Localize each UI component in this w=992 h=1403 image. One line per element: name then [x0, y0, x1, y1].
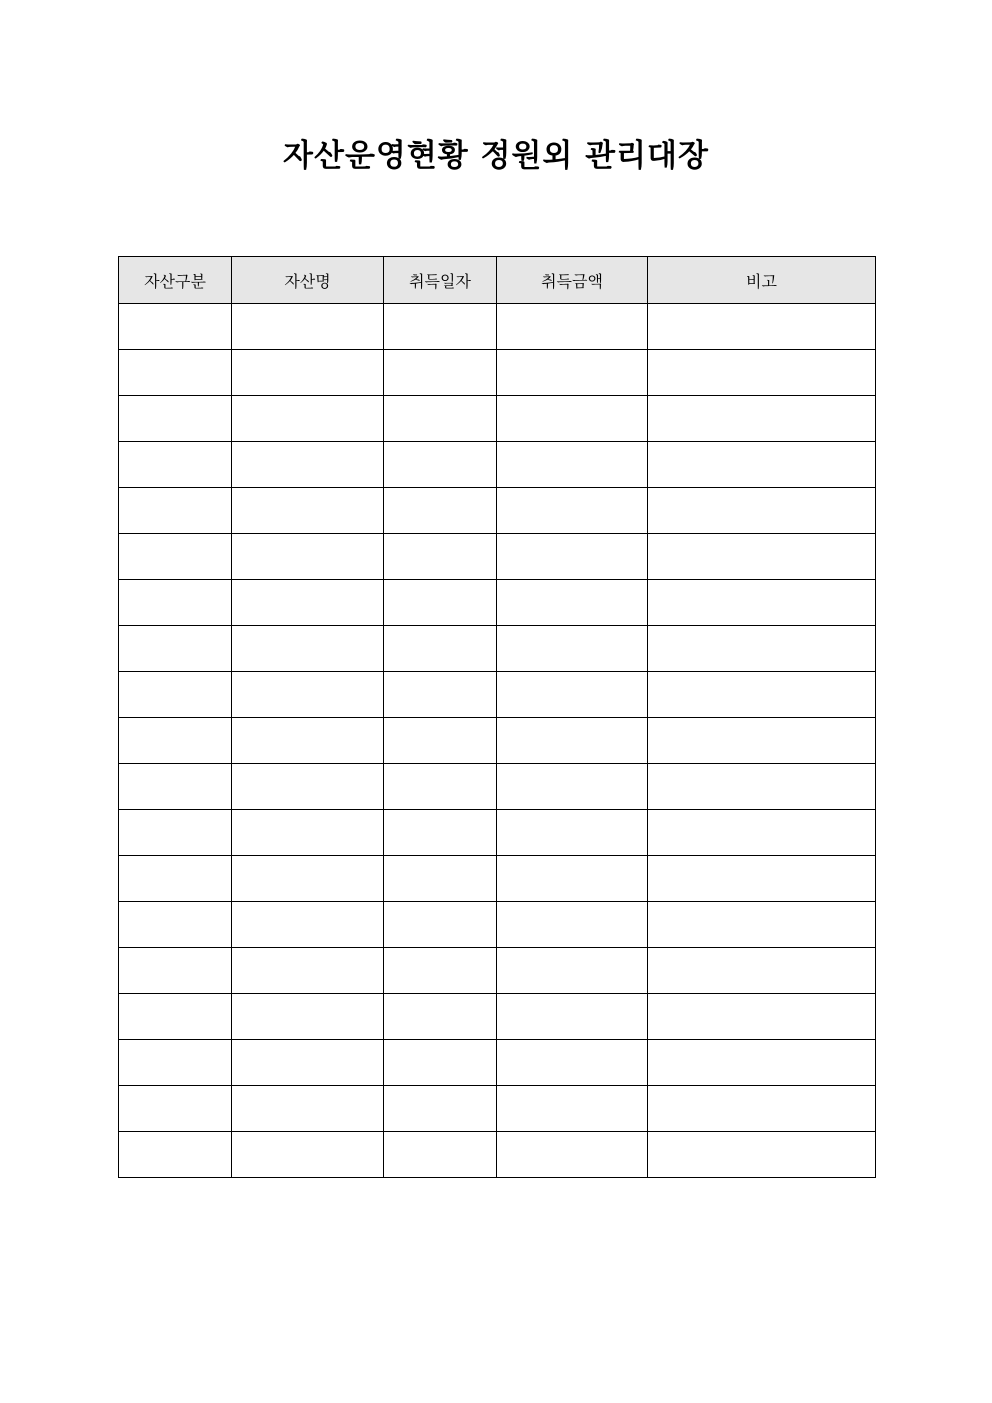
- cell-remarks[interactable]: [648, 1086, 876, 1132]
- table-row: [119, 902, 876, 948]
- cell-asset-category[interactable]: [119, 396, 232, 442]
- cell-asset-name[interactable]: [232, 534, 384, 580]
- page-title: 자산운영현황 정원외 관리대장: [283, 138, 709, 174]
- cell-asset-category[interactable]: [119, 580, 232, 626]
- cell-acquisition-amount[interactable]: [497, 488, 648, 534]
- cell-asset-name[interactable]: [232, 810, 384, 856]
- cell-remarks[interactable]: [648, 856, 876, 902]
- cell-acquisition-date[interactable]: [384, 350, 497, 396]
- cell-asset-name[interactable]: [232, 396, 384, 442]
- cell-remarks[interactable]: [648, 626, 876, 672]
- cell-acquisition-amount[interactable]: [497, 1040, 648, 1086]
- cell-acquisition-amount[interactable]: [497, 304, 648, 350]
- table-row: [119, 580, 876, 626]
- cell-remarks[interactable]: [648, 810, 876, 856]
- column-header-asset-category: 자산구분: [119, 257, 232, 304]
- cell-asset-name[interactable]: [232, 488, 384, 534]
- cell-acquisition-date[interactable]: [384, 810, 497, 856]
- cell-acquisition-amount[interactable]: [497, 442, 648, 488]
- column-header-remarks: 비고: [648, 257, 876, 304]
- cell-acquisition-date[interactable]: [384, 626, 497, 672]
- cell-asset-category[interactable]: [119, 488, 232, 534]
- cell-acquisition-date[interactable]: [384, 1040, 497, 1086]
- cell-remarks[interactable]: [648, 764, 876, 810]
- cell-acquisition-date[interactable]: [384, 304, 497, 350]
- table-row: [119, 1040, 876, 1086]
- cell-asset-name[interactable]: [232, 902, 384, 948]
- table-row: [119, 1132, 876, 1178]
- cell-acquisition-amount[interactable]: [497, 350, 648, 396]
- cell-asset-name[interactable]: [232, 626, 384, 672]
- cell-remarks[interactable]: [648, 1132, 876, 1178]
- cell-asset-category[interactable]: [119, 856, 232, 902]
- table-row: [119, 994, 876, 1040]
- cell-asset-name[interactable]: [232, 1040, 384, 1086]
- cell-acquisition-date[interactable]: [384, 488, 497, 534]
- cell-asset-category[interactable]: [119, 672, 232, 718]
- cell-asset-category[interactable]: [119, 442, 232, 488]
- cell-remarks[interactable]: [648, 1040, 876, 1086]
- cell-acquisition-amount[interactable]: [497, 1086, 648, 1132]
- table-row: [119, 672, 876, 718]
- cell-remarks[interactable]: [648, 350, 876, 396]
- cell-acquisition-amount[interactable]: [497, 1132, 648, 1178]
- cell-remarks[interactable]: [648, 488, 876, 534]
- table-row: [119, 856, 876, 902]
- cell-asset-name[interactable]: [232, 672, 384, 718]
- cell-asset-category[interactable]: [119, 350, 232, 396]
- table-row: [119, 396, 876, 442]
- cell-remarks[interactable]: [648, 948, 876, 994]
- cell-acquisition-date[interactable]: [384, 1132, 497, 1178]
- cell-acquisition-amount[interactable]: [497, 580, 648, 626]
- cell-acquisition-amount[interactable]: [497, 672, 648, 718]
- cell-acquisition-amount[interactable]: [497, 856, 648, 902]
- table-row: [119, 534, 876, 580]
- cell-asset-name[interactable]: [232, 856, 384, 902]
- column-header-acquisition-date: 취득일자: [384, 257, 497, 304]
- cell-asset-category[interactable]: [119, 304, 232, 350]
- cell-asset-name[interactable]: [232, 580, 384, 626]
- cell-asset-category[interactable]: [119, 718, 232, 764]
- cell-asset-name[interactable]: [232, 304, 384, 350]
- table-body: [119, 304, 876, 1178]
- table-row: [119, 626, 876, 672]
- cell-acquisition-date[interactable]: [384, 902, 497, 948]
- cell-acquisition-amount[interactable]: [497, 626, 648, 672]
- table-header-row: [119, 257, 876, 304]
- cell-asset-category[interactable]: [119, 626, 232, 672]
- table-row: [119, 810, 876, 856]
- cell-asset-name[interactable]: [232, 994, 384, 1040]
- cell-asset-name[interactable]: [232, 442, 384, 488]
- cell-asset-category[interactable]: [119, 1086, 232, 1132]
- cell-remarks[interactable]: [648, 718, 876, 764]
- cell-asset-name[interactable]: [232, 1132, 384, 1178]
- column-header-acquisition-amount: 취득금액: [497, 257, 648, 304]
- cell-remarks[interactable]: [648, 994, 876, 1040]
- cell-asset-name[interactable]: [232, 350, 384, 396]
- cell-acquisition-date[interactable]: [384, 994, 497, 1040]
- table-row: [119, 764, 876, 810]
- cell-acquisition-amount[interactable]: [497, 396, 648, 442]
- cell-asset-category[interactable]: [119, 1132, 232, 1178]
- cell-asset-name[interactable]: [232, 1086, 384, 1132]
- cell-asset-category[interactable]: [119, 810, 232, 856]
- cell-acquisition-date[interactable]: [384, 1086, 497, 1132]
- table-row: [119, 350, 876, 396]
- cell-asset-category[interactable]: [119, 1040, 232, 1086]
- table-row: [119, 442, 876, 488]
- table-row: [119, 488, 876, 534]
- cell-acquisition-date[interactable]: [384, 948, 497, 994]
- cell-acquisition-amount[interactable]: [497, 534, 648, 580]
- cell-acquisition-amount[interactable]: [497, 810, 648, 856]
- cell-asset-name[interactable]: [232, 764, 384, 810]
- cell-asset-category[interactable]: [119, 764, 232, 810]
- cell-acquisition-amount[interactable]: [497, 718, 648, 764]
- table-row: [119, 948, 876, 994]
- cell-asset-name[interactable]: [232, 948, 384, 994]
- cell-acquisition-date[interactable]: [384, 396, 497, 442]
- cell-asset-category[interactable]: [119, 994, 232, 1040]
- cell-acquisition-amount[interactable]: [497, 948, 648, 994]
- cell-acquisition-date[interactable]: [384, 442, 497, 488]
- cell-remarks[interactable]: [648, 442, 876, 488]
- cell-remarks[interactable]: [648, 396, 876, 442]
- table-row: [119, 304, 876, 350]
- cell-remarks[interactable]: [648, 534, 876, 580]
- cell-acquisition-date[interactable]: [384, 580, 497, 626]
- cell-acquisition-amount[interactable]: [497, 902, 648, 948]
- asset-ledger-table: [118, 256, 876, 1178]
- cell-asset-category[interactable]: [119, 948, 232, 994]
- cell-remarks[interactable]: [648, 672, 876, 718]
- cell-remarks[interactable]: [648, 580, 876, 626]
- cell-acquisition-date[interactable]: [384, 718, 497, 764]
- column-header-asset-name: 자산명: [232, 257, 384, 304]
- cell-asset-category[interactable]: [119, 534, 232, 580]
- table-row: [119, 718, 876, 764]
- cell-remarks[interactable]: [648, 902, 876, 948]
- cell-acquisition-amount[interactable]: [497, 994, 648, 1040]
- cell-acquisition-date[interactable]: [384, 672, 497, 718]
- cell-asset-category[interactable]: [119, 902, 232, 948]
- cell-acquisition-amount[interactable]: [497, 764, 648, 810]
- table-row: [119, 1086, 876, 1132]
- cell-acquisition-date[interactable]: [384, 534, 497, 580]
- cell-acquisition-date[interactable]: [384, 764, 497, 810]
- cell-acquisition-date[interactable]: [384, 856, 497, 902]
- cell-asset-name[interactable]: [232, 718, 384, 764]
- cell-remarks[interactable]: [648, 304, 876, 350]
